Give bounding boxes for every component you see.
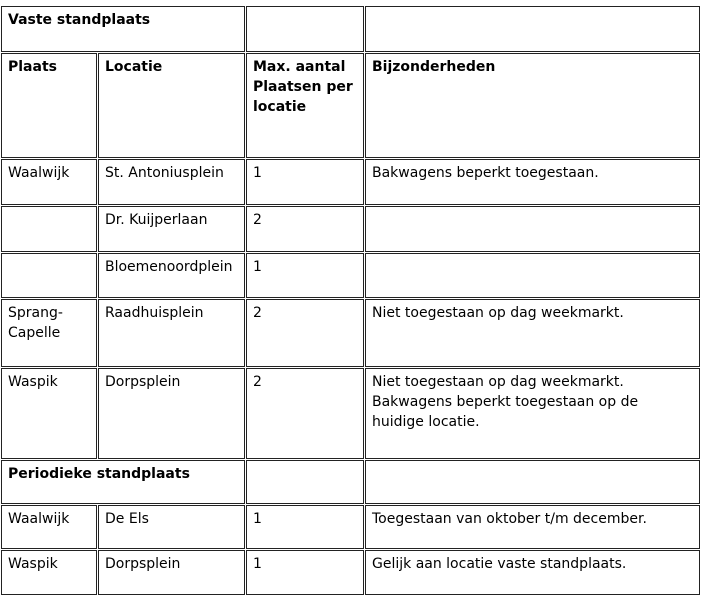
cell-plaats <box>1 550 97 595</box>
max-text: 2 <box>253 305 262 321</box>
empty-cell <box>246 460 364 504</box>
cell-plaats <box>1 505 97 549</box>
header-bijzonderheden-text: Bijzonderheden <box>372 59 496 75</box>
cell-plaats <box>1 299 97 367</box>
max-text: 1 <box>253 511 262 527</box>
cell-locatie <box>98 253 245 298</box>
cell-locatie <box>98 368 245 459</box>
cell-bijzonderheden <box>365 505 700 549</box>
locatie-text: St. Antoniusplein <box>105 165 224 181</box>
bijzonderheden-text: Bakwagens beperkt toegestaan. <box>372 165 599 181</box>
bijzonderheden-text: huidige locatie. <box>372 414 480 430</box>
header-max-line: Max. aantal <box>253 59 346 75</box>
header-locatie-text: Locatie <box>105 59 163 75</box>
locatie-text: Dorpsplein <box>105 374 181 390</box>
cell-max <box>246 505 364 549</box>
bijzonderheden-text: Toegestaan van oktober t/m december. <box>372 511 647 527</box>
section-title-vaste-text: Vaste standplaats <box>8 12 151 28</box>
cell-locatie <box>98 550 245 595</box>
plaats-text: Sprang- <box>8 305 63 321</box>
cell-locatie <box>98 206 245 252</box>
section-title-periodiek-text: Periodieke standplaats <box>8 466 190 482</box>
header-locatie <box>98 53 245 158</box>
header-plaats <box>1 53 97 158</box>
empty-cell <box>246 6 364 52</box>
section-title-vaste <box>1 6 245 52</box>
cell-plaats <box>1 159 97 205</box>
bijzonderheden-text: Niet toegestaan op dag weekmarkt. <box>372 305 624 321</box>
cell-plaats <box>1 368 97 459</box>
cell-locatie <box>98 159 245 205</box>
header-max-line: locatie <box>253 99 307 115</box>
cell-plaats <box>1 206 97 252</box>
cell-bijzonderheden <box>365 159 700 205</box>
cell-max <box>246 253 364 298</box>
locatie-text: Raadhuisplein <box>105 305 204 321</box>
plaats-text: Waalwijk <box>8 511 70 527</box>
max-text: 1 <box>253 556 262 572</box>
plaats-text: Capelle <box>8 325 61 341</box>
locatie-text: Dorpsplein <box>105 556 181 572</box>
cell-locatie <box>98 299 245 367</box>
empty-cell <box>365 6 700 52</box>
header-bijzonderheden <box>365 53 700 158</box>
header-max-aantal <box>246 53 364 158</box>
cell-max <box>246 368 364 459</box>
cell-locatie <box>98 505 245 549</box>
bijzonderheden-text: Gelijk aan locatie vaste standplaats. <box>372 556 627 572</box>
max-text: 2 <box>253 374 262 390</box>
plaats-text: Waspik <box>8 374 58 390</box>
header-plaats-text: Plaats <box>8 59 57 75</box>
max-text: 2 <box>253 212 262 228</box>
cell-bijzonderheden <box>365 206 700 252</box>
header-max-line: Plaatsen per <box>253 79 353 95</box>
cell-plaats <box>1 253 97 298</box>
locatie-text: Dr. Kuijperlaan <box>105 212 208 228</box>
plaats-text: Waalwijk <box>8 165 70 181</box>
max-text: 1 <box>253 165 262 181</box>
section-title-periodiek <box>1 460 245 504</box>
cell-max <box>246 206 364 252</box>
bijzonderheden-text: Niet toegestaan op dag weekmarkt. <box>372 374 624 390</box>
cell-max <box>246 159 364 205</box>
empty-cell <box>365 460 700 504</box>
cell-bijzonderheden <box>365 368 700 459</box>
locatie-text: Bloemenoordplein <box>105 259 233 275</box>
bijzonderheden-text: Bakwagens beperkt toegestaan op de <box>372 394 639 410</box>
cell-max <box>246 299 364 367</box>
cell-max <box>246 550 364 595</box>
plaats-text: Waspik <box>8 556 58 572</box>
locatie-text: De Els <box>105 511 149 527</box>
cell-bijzonderheden <box>365 253 700 298</box>
cell-bijzonderheden <box>365 550 700 595</box>
cell-bijzonderheden <box>365 299 700 367</box>
max-text: 1 <box>253 259 262 275</box>
